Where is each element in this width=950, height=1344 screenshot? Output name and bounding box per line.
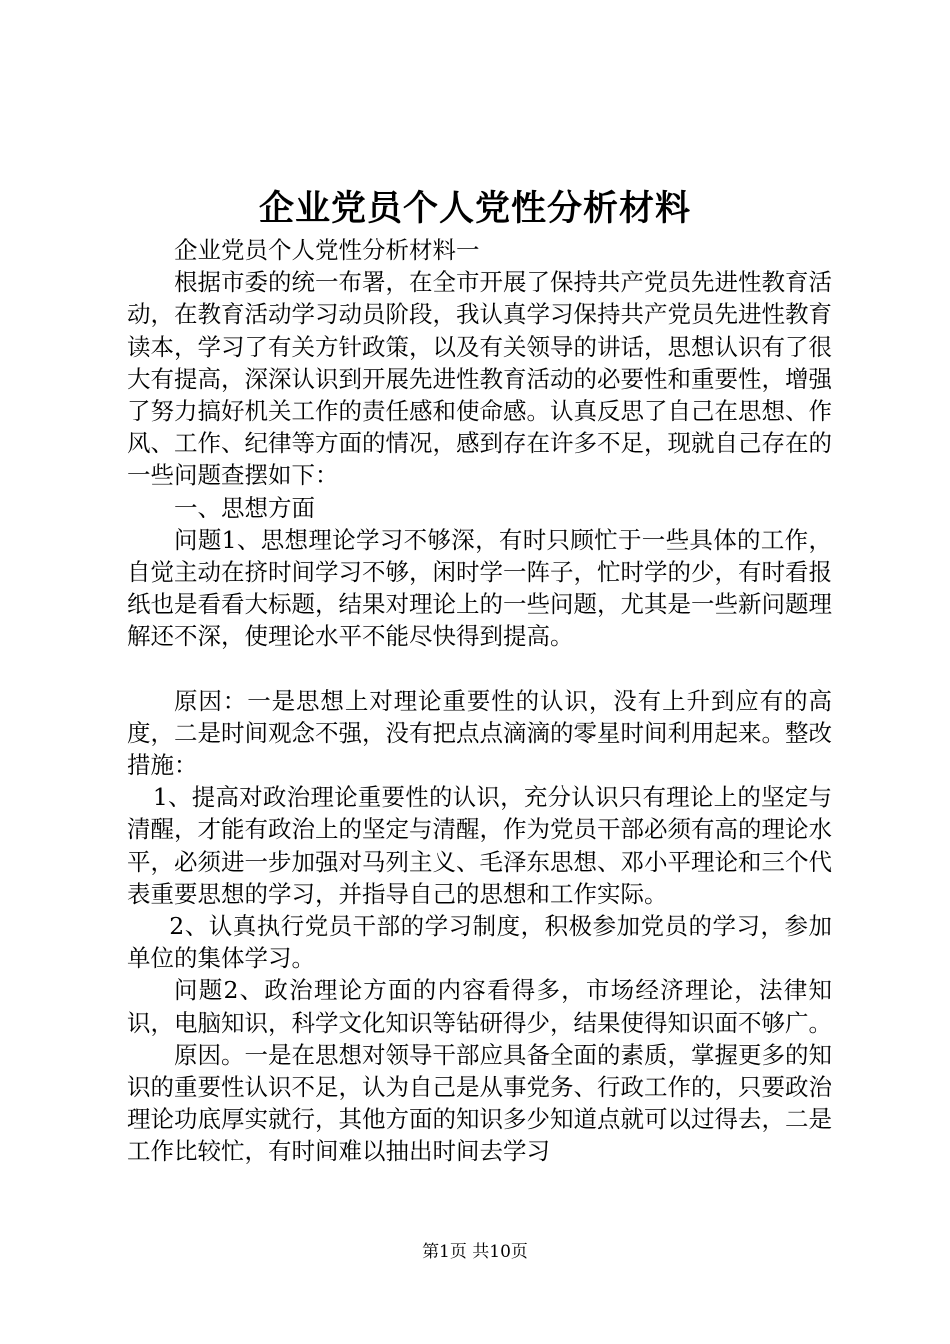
- section-heading: 一、思想方面: [174, 493, 315, 522]
- list-item: 1、提高对政治理论重要性的认识，充分认识只有理论上的坚定与清醒，才能有政治上的坚定与清醒，作为党员干部必须有高的理论水平，必须进一步加强对马列主义、毛泽东思想、邓小平理论和三个代表重要思想的学习，并指导自己的思想和工作实际。: [127, 783, 832, 908]
- list-item: 2、认真执行党员干部的学习制度，积极参加党员的学习，参加单位的集体学习。: [127, 912, 832, 973]
- page-number: 第1页 共10页: [422, 1242, 528, 1262]
- paragraph: 原因。一是在思想对领导干部应具备全面的素质，掌握更多的知识的重要性认识不足，认为自己是从事党务、行政工作的，只要政治理论功底厚实就行，其他方面的知识多少知道点就可以过得去，二是工作比较忙，有时间难以抽出时间去学习: [127, 1040, 832, 1166]
- section-heading: 企业党员个人党性分析材料一: [174, 236, 480, 264]
- document-title: 企业党员个人党性分析材料: [258, 188, 691, 229]
- paragraph: 问题1、思想理论学习不够深，有时只顾忙于一些具体的工作，自觉主动在挤时间学习不够，闲时学一阵子，忙时学的少，有时看报纸也是看看大标题，结果对理论上的一些问题，尤其是一些新问题理解还不深，使理论水平不能尽快得到提高。: [127, 525, 832, 651]
- paragraph: 根据市委的统一布署，在全市开展了保持共产党员先进性教育活动，在教育活动学习动员阶段，我认真学习保持共产党员先进性教育读本，学习了有关方针政策，以及有关领导的讲话，思想认识有了很大有提高，深深认识到开展先进性教育活动的必要性和重要性，增强了努力搞好机关工作的责任感和使命感。认真反思了自己在思想、作风、工作、纪律等方面的情况，感到存在许多不足，现就自己存在的一些问题查摆如下：: [127, 268, 832, 490]
- paragraph: 原因：一是思想上对理论重要性的认识，没有上升到应有的高度，二是时间观念不强，没有把点点滴滴的零星时间利用起来。整改措施：: [127, 686, 832, 780]
- paragraph-gap: [127, 653, 832, 685]
- paragraph: 问题2、政治理论方面的内容看得多，市场经济理论，法律知识，电脑知识，科学文化知识等钻研得少，结果使得知识面不够广。: [127, 976, 832, 1037]
- document-body: [127, 234, 832, 1168]
